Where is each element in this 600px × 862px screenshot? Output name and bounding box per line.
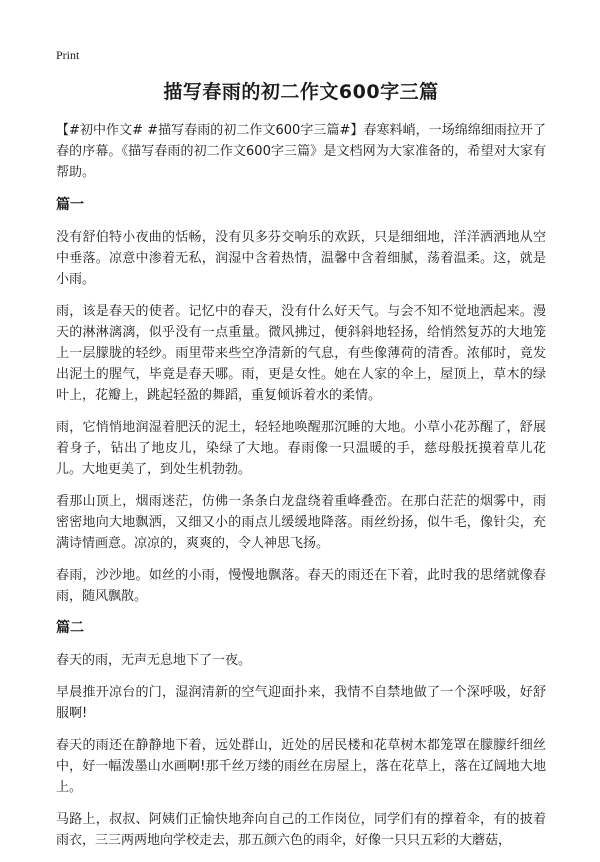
section-heading: 篇一 [56, 197, 84, 213]
print-link[interactable]: Print [56, 48, 80, 62]
paragraph: 看那山顶上，烟雨迷茫，仿佛一条条白龙盘绕着重峰叠峦。在那白茫茫的烟雾中，雨密密地向大地飘洒，又细又小的雨点儿缓缓地降落。雨丝纷扬，似牛毛，像针尖，充满诗情画意。凉凉的，爽爽的，令人神思飞扬。 [56, 494, 546, 551]
paragraph: 雨，它悄悄地润湿着肥沃的泥土，轻轻地唤醒那沉睡的大地。小草小花苏醒了，舒展着身子，钻出了地皮儿，染绿了大地。春雨像一只温暖的手，慈母般抚摸着草儿花儿。大地更美了，到处生机勃勃。 [56, 420, 546, 477]
section-heading: 篇二 [56, 620, 84, 636]
intro-paragraph: 【#初中作文# #描写春雨的初二作文600字三篇#】春寒料峭，一场绵绵细雨拉开了春的序幕。《描写春雨的初二作文600字三篇》是文档网为大家准备的，希望对大家有帮助。 [56, 123, 546, 180]
paragraph: 没有舒伯特小夜曲的恬畅，没有贝多芬交响乐的欢跃，只是细细地，洋洋洒洒地从空中垂落。凉意中渗着无私，润湿中含着热情，温馨中含着细腻，荡着温柔。这，就是小雨。 [56, 230, 546, 287]
page-title: 描写春雨的初二作文600字三篇 [163, 81, 439, 103]
document [56, 80, 546, 862]
paragraph: 春雨，沙沙地。如丝的小雨，慢慢地飘落。春天的雨还在下着，此时我的思绪就像春雨，随风飘散。 [56, 568, 546, 604]
paragraph: 春天的雨还在静静地下着，远处群山，近处的居民楼和花草树木都笼罩在朦朦纤细丝中，好一幅泼墨山水画啊!那千丝万缕的雨丝在房屋上，落在花草上，落在辽阔地大地上。 [56, 738, 546, 795]
section-1 [56, 195, 546, 607]
paragraph: 春天的雨，无声无息地下了一夜。 [56, 653, 252, 668]
paragraph: 马路上，叔叔、阿姨们正愉快地奔向自己的工作岗位，同学们有的撑着伞，有的披着雨衣，三三两两地向学校走去，那五颜六色的雨伞，好像一只只五彩的大蘑菇， [56, 812, 546, 848]
paragraph: 雨，该是春天的使者。记忆中的春天，没有什么好天气。与会不知不觉地洒起来。漫天的淋淋漓漓，似乎没有一点重量。微风拂过，便斜斜地轻扬，给悄然复苏的大地笼上一层朦胧的轻纱。雨里带来些空净清新的气息，有些像薄荷的清香。浓郁时，竟发出泥土的腥气，毕竟是春天哪。雨，更是女性。她在人家的伞上，屋顶上，草木的绿叶上，花瓣上，跳起轻盈的舞蹈，重复倾诉着水的柔情。 [56, 304, 546, 403]
section-2 [56, 618, 546, 851]
paragraph: 早晨推开凉台的门，湿润清新的空气迎面扑来，我情不自禁地做了一个深呼吸，好舒服啊! [56, 685, 546, 721]
